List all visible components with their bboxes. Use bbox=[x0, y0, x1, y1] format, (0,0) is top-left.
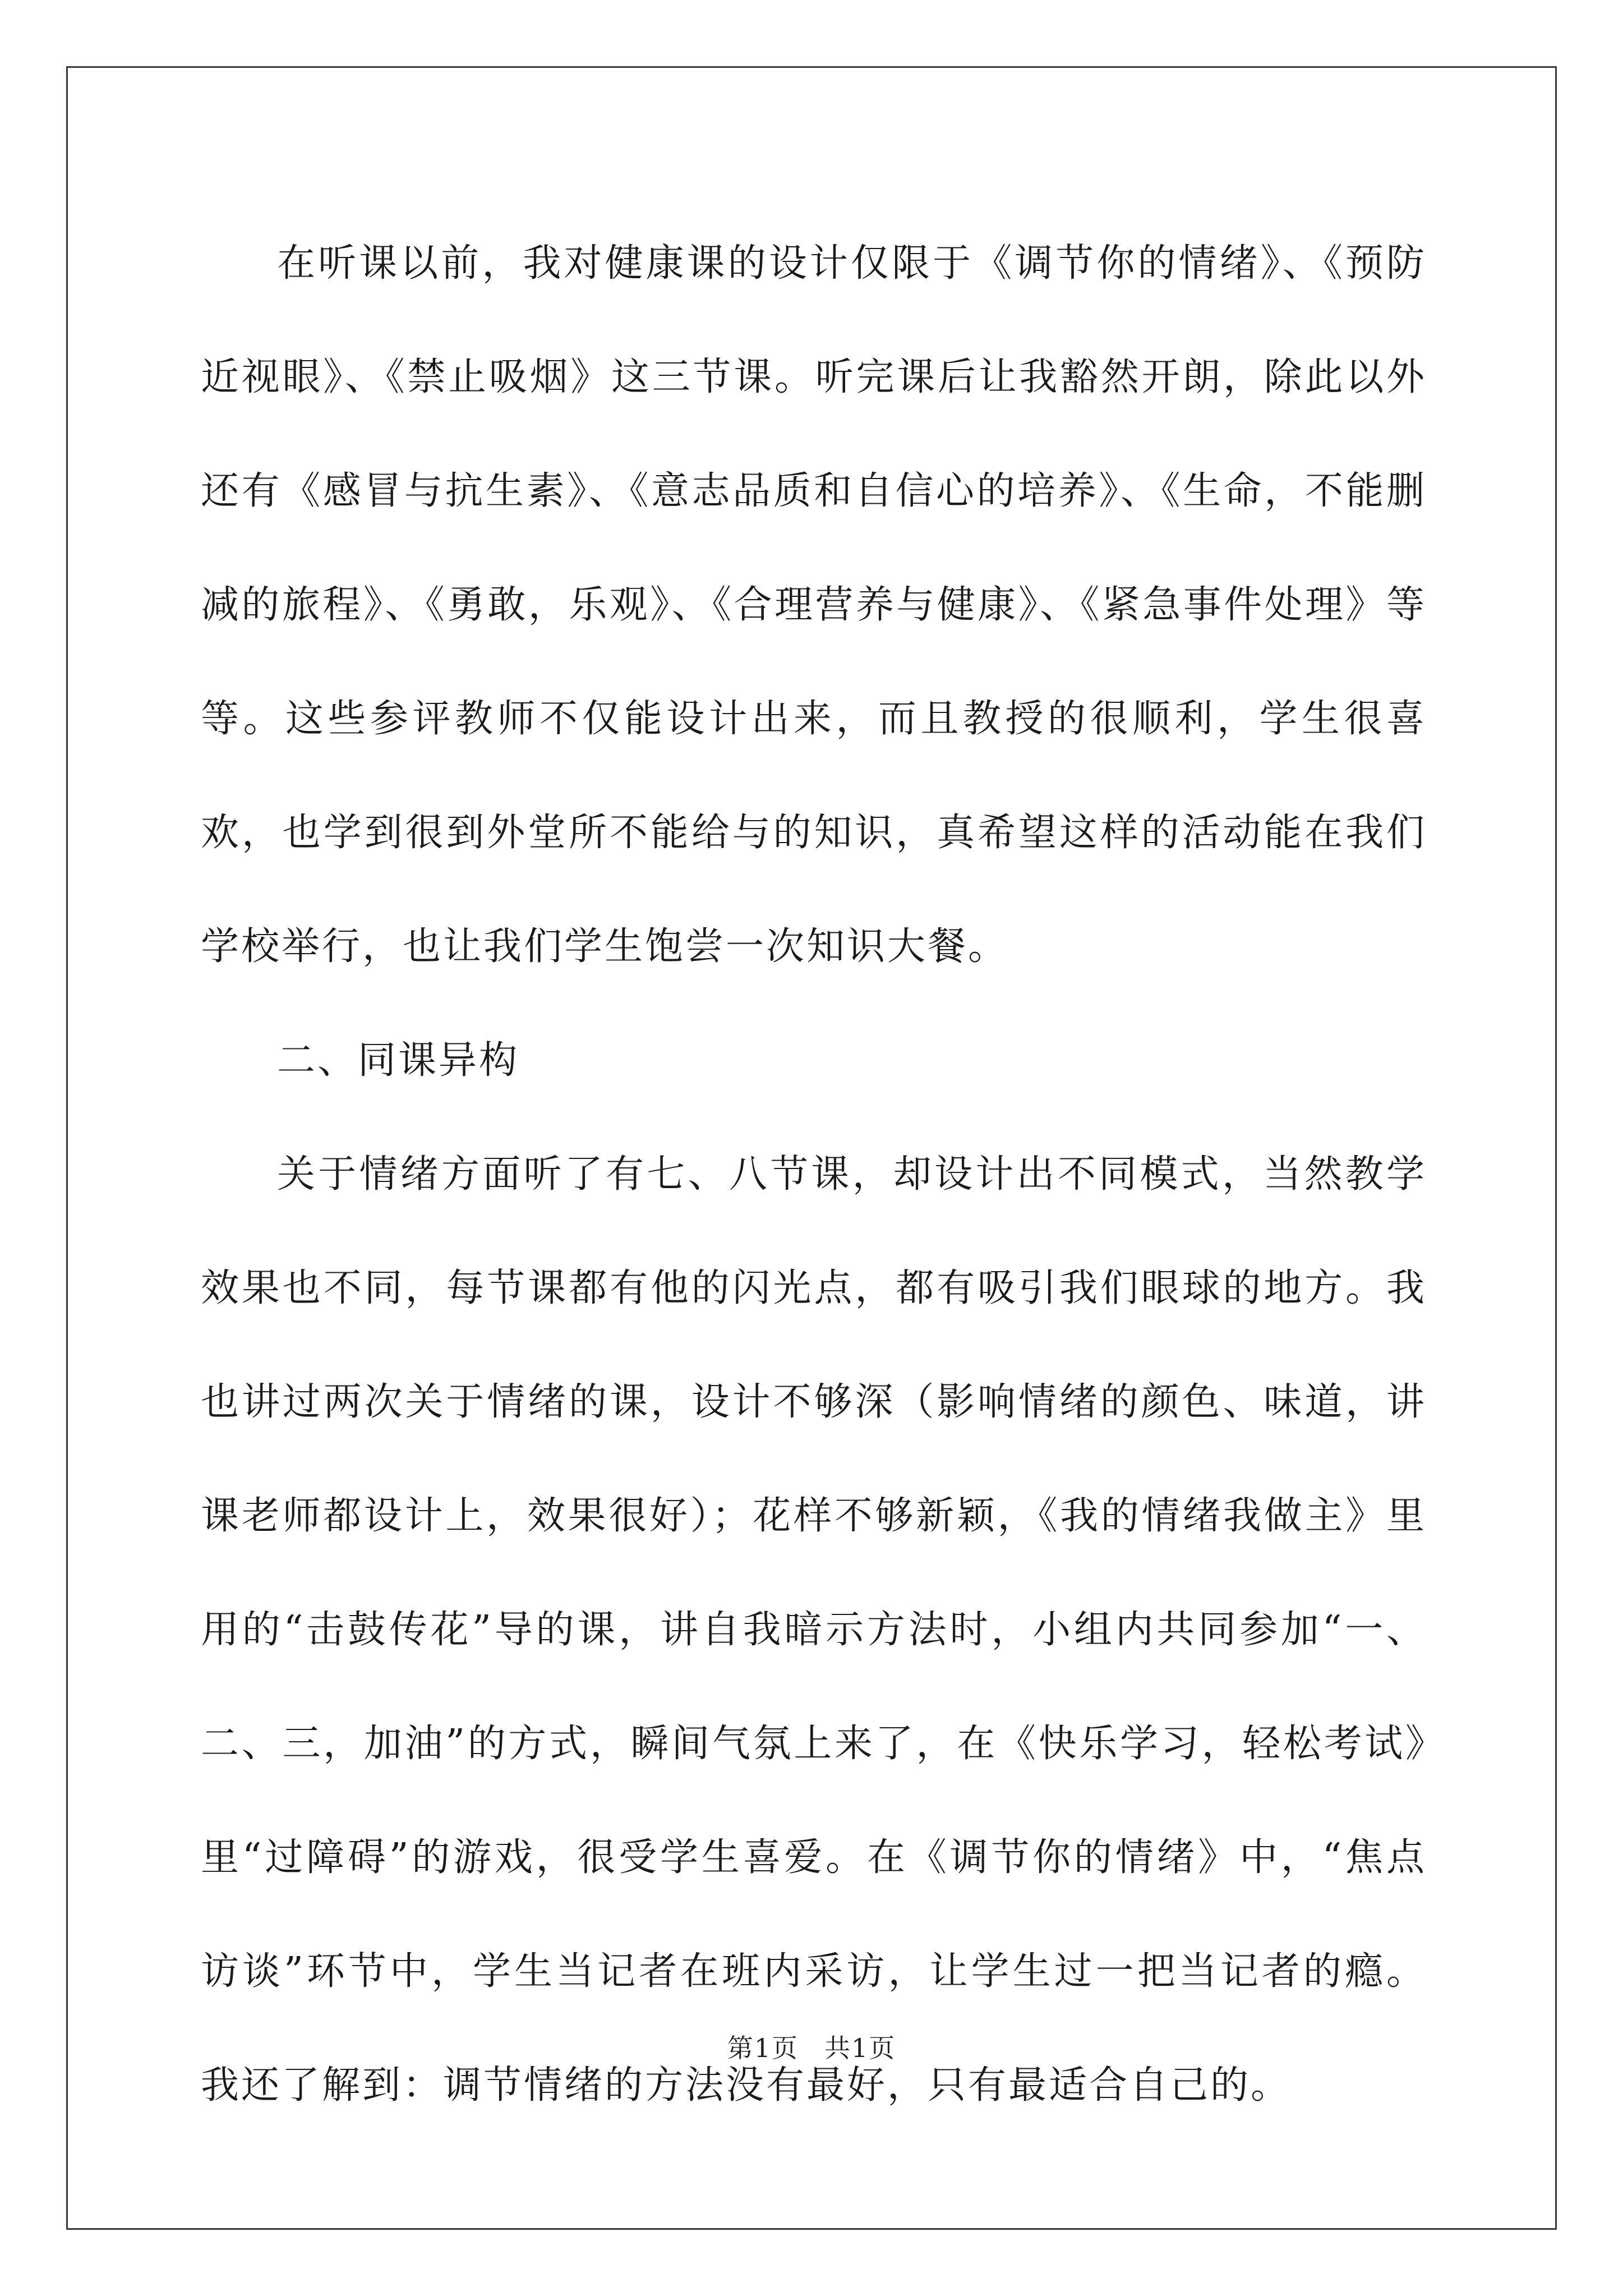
section-heading: 二、同课异构 bbox=[277, 1038, 520, 1083]
page-footer bbox=[0, 2028, 1623, 2065]
paragraph-intro: 在听课以前，我对健康课的设计仅限于《调节你的情绪》、《预防近视眼》、《禁止吸烟》这三节课。听完课后让我豁然开朗，除此以外还有《感冒与抗生素》、《意志品质和自信心的培养》、《生命，不能删减的旅程》、《勇敢，乐观》、《合理营养与健康》、《紧急事件处理》等等。这些参评教师不仅能设计出来，而且教授的很顺利，学生很喜欢，也学到很到外堂所不能给与的知识，真希望这样的活动能在我们学校举行，也让我们学生饱尝一次知识大餐。 bbox=[201, 241, 1427, 969]
document-body bbox=[201, 206, 1427, 2142]
paragraph-emotion-lessons: 关于情绪方面听了有七、八节课，却设计出不同模式，当然教学效果也不同，每节课都有他的闪光点，都有吸引我们眼球的地方。我也讲过两次关于情绪的课，设计不够深（影响情绪的颜色、味道，讲课老师都设计上，效果很好）；花样不够新颖，《我的情绪我做主》里用的“击鼓传花”导的课，讲自我暗示方法时，小组内共同参加“一、二、三，加油”的方式，瞬间气氛上来了，在《快乐学习，轻松考试》里“过障碍”的游戏，很受学生喜爱。在《调节你的情绪》中，“焦点访谈”环节中，学生当记者在班内采访，让学生过一把当记者的瘾。我还了解到：调节情绪的方法没有最好，只有最适合自己的。 bbox=[201, 1152, 1427, 2108]
page-number: 第1页 bbox=[727, 2033, 799, 2063]
page-total: 共1页 bbox=[824, 2033, 896, 2063]
